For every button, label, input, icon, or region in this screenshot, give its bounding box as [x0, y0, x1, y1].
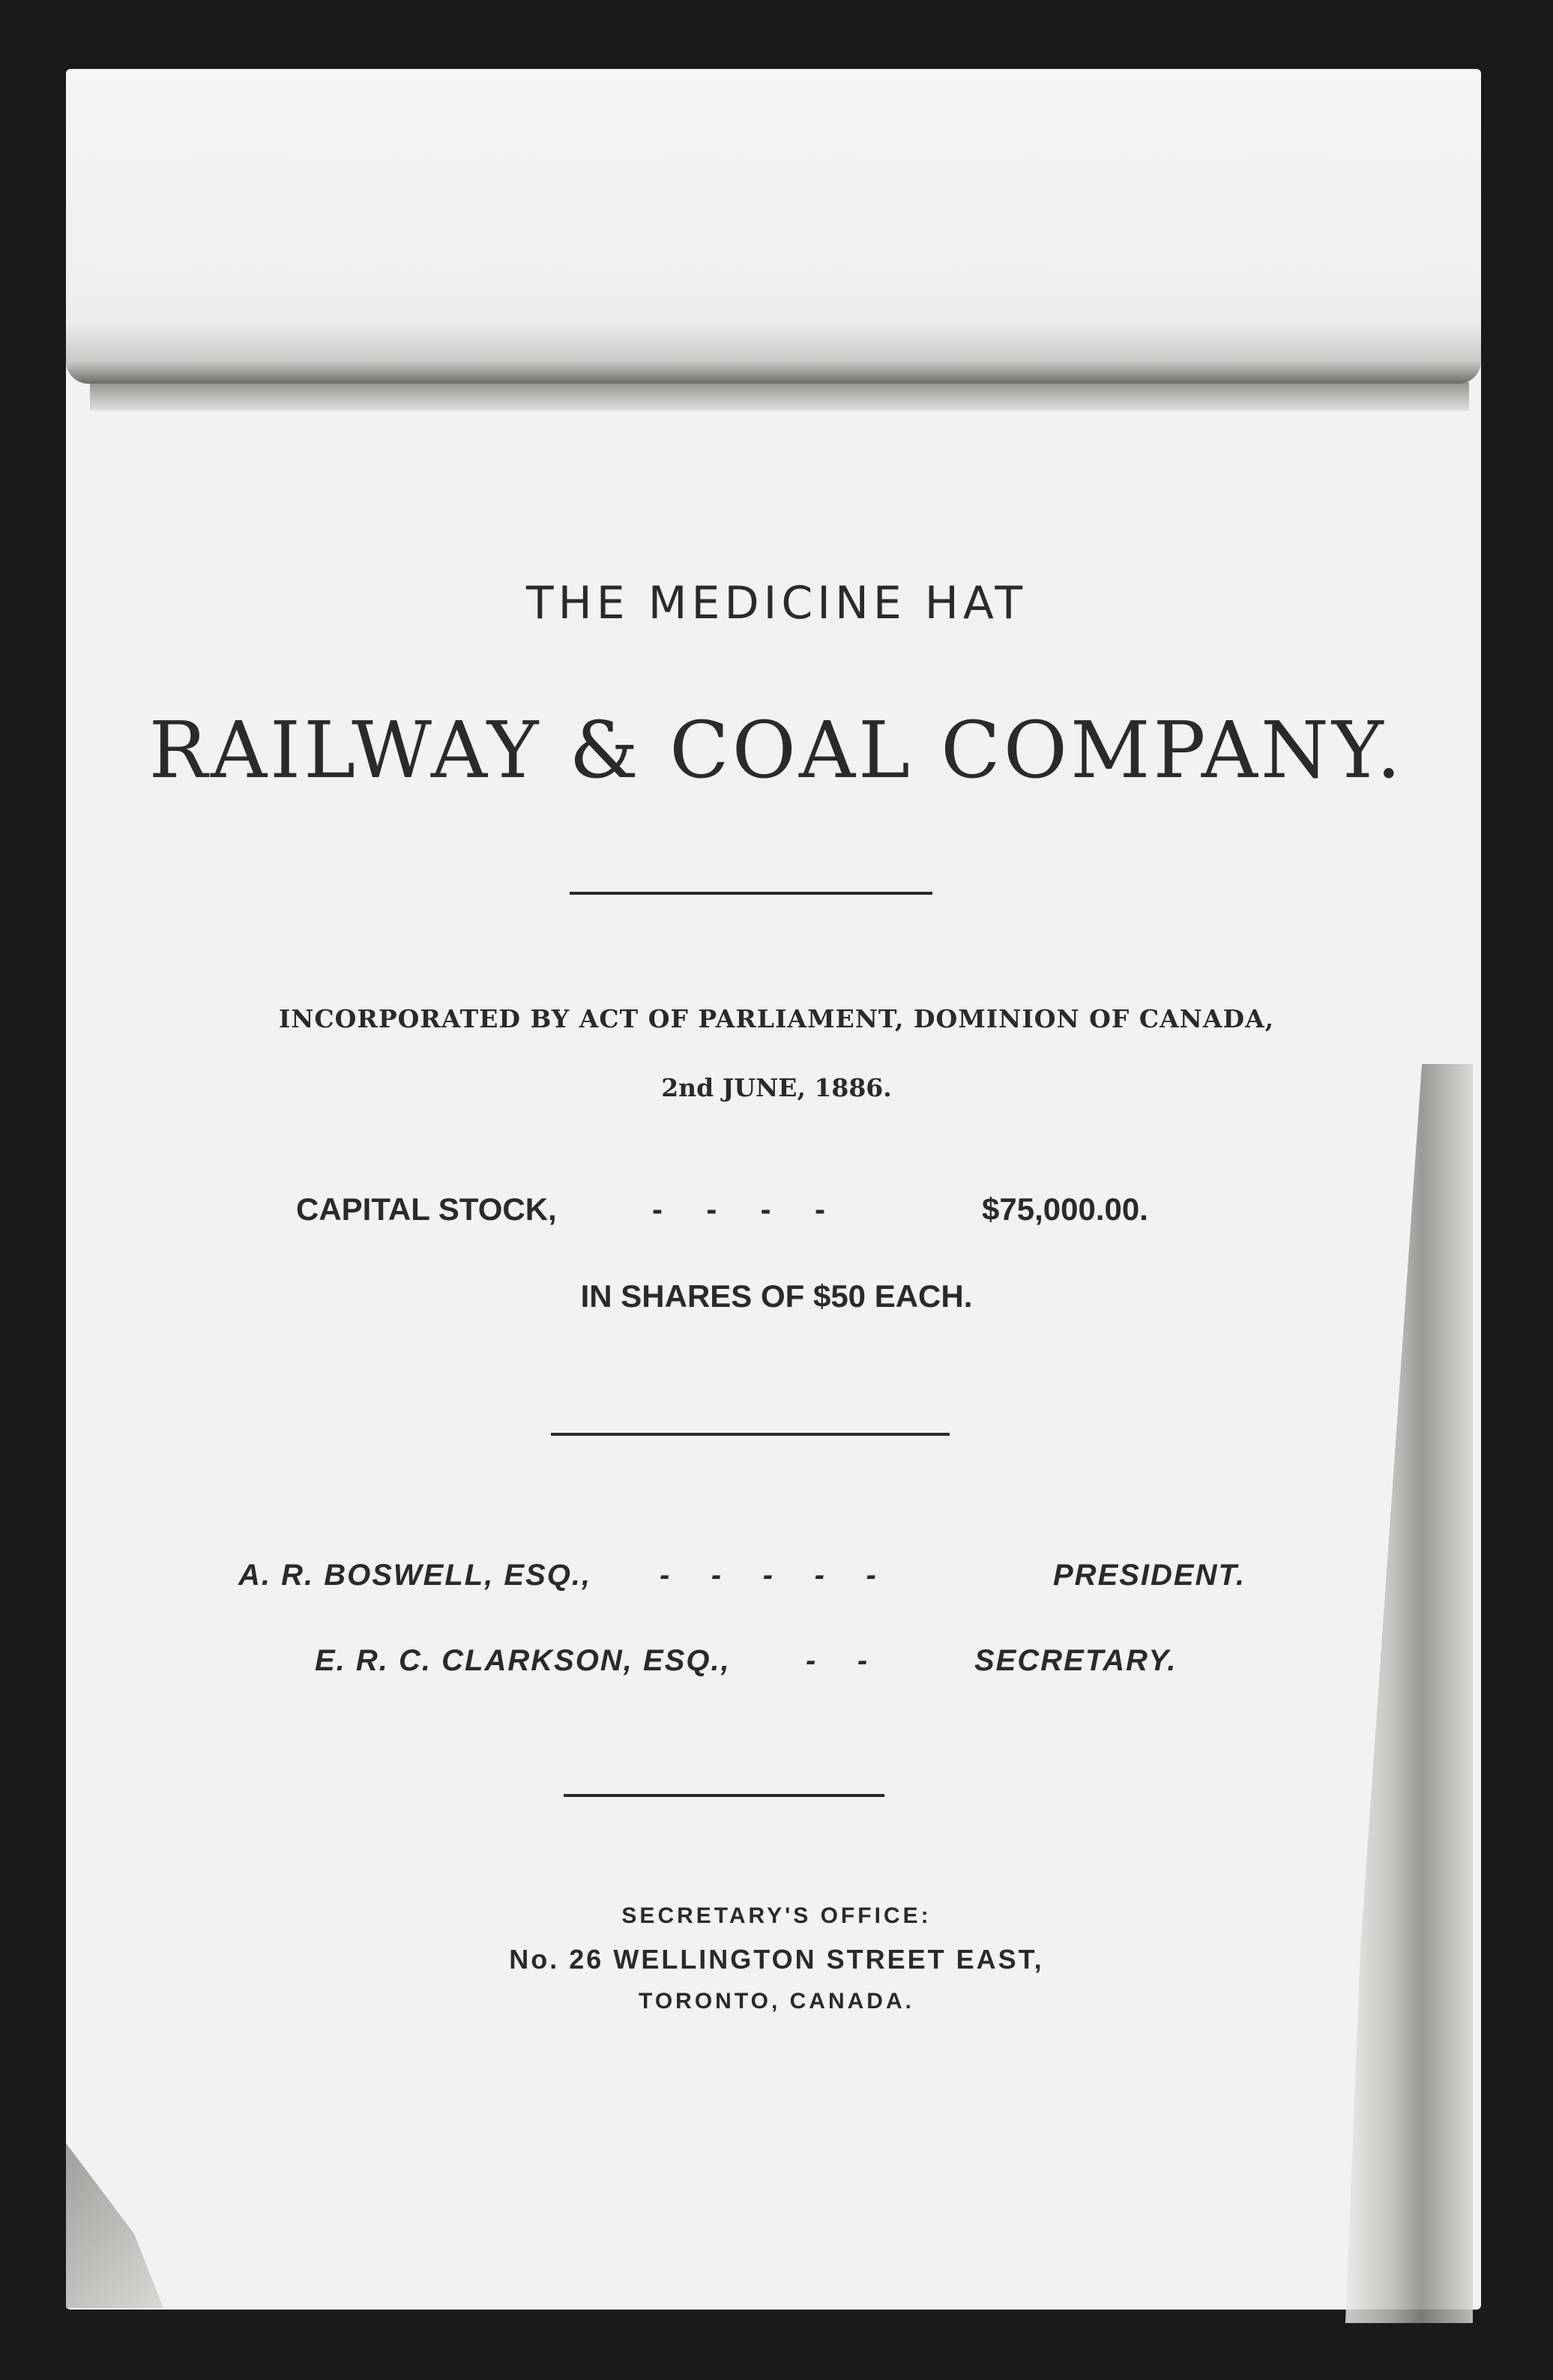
divider-rule [570, 892, 932, 895]
office-heading: SECRETARY'S OFFICE: [621, 1903, 932, 1928]
company-title-line-1: THE MEDICINE HAT [526, 577, 1027, 629]
capital-stock-dashes: - - - - [652, 1191, 825, 1227]
secretary-dashes: - - [806, 1644, 868, 1677]
capital-stock-label: CAPITAL STOCK, [296, 1191, 557, 1227]
secretary-name: E. R. C. CLARKSON, ESQ., [315, 1644, 731, 1677]
shares-statement: IN SHARES OF $50 EACH. [580, 1278, 973, 1314]
secretary-role: SECRETARY. [974, 1644, 1177, 1677]
president-name: A. R. BOSWELL, ESQ., [238, 1559, 592, 1592]
capital-stock-amount: $75,000.00. [982, 1191, 1148, 1227]
office-address: No. 26 WELLINGTON STREET EAST, [509, 1944, 1044, 1975]
divider-rule [551, 1433, 950, 1436]
company-title-line-2: RAILWAY & COAL COMPANY. [148, 704, 1405, 796]
incorporation-statement: INCORPORATED BY ACT OF PARLIAMENT, DOMINION OF CANADA, [278, 1004, 1275, 1033]
president-role: PRESIDENT. [1053, 1559, 1246, 1592]
office-city: TORONTO, CANADA. [639, 1989, 914, 2014]
incorporation-date: 2nd JUNE, 1886. [661, 1073, 892, 1102]
president-dashes: - - - - - [660, 1559, 876, 1592]
divider-rule [564, 1794, 884, 1797]
